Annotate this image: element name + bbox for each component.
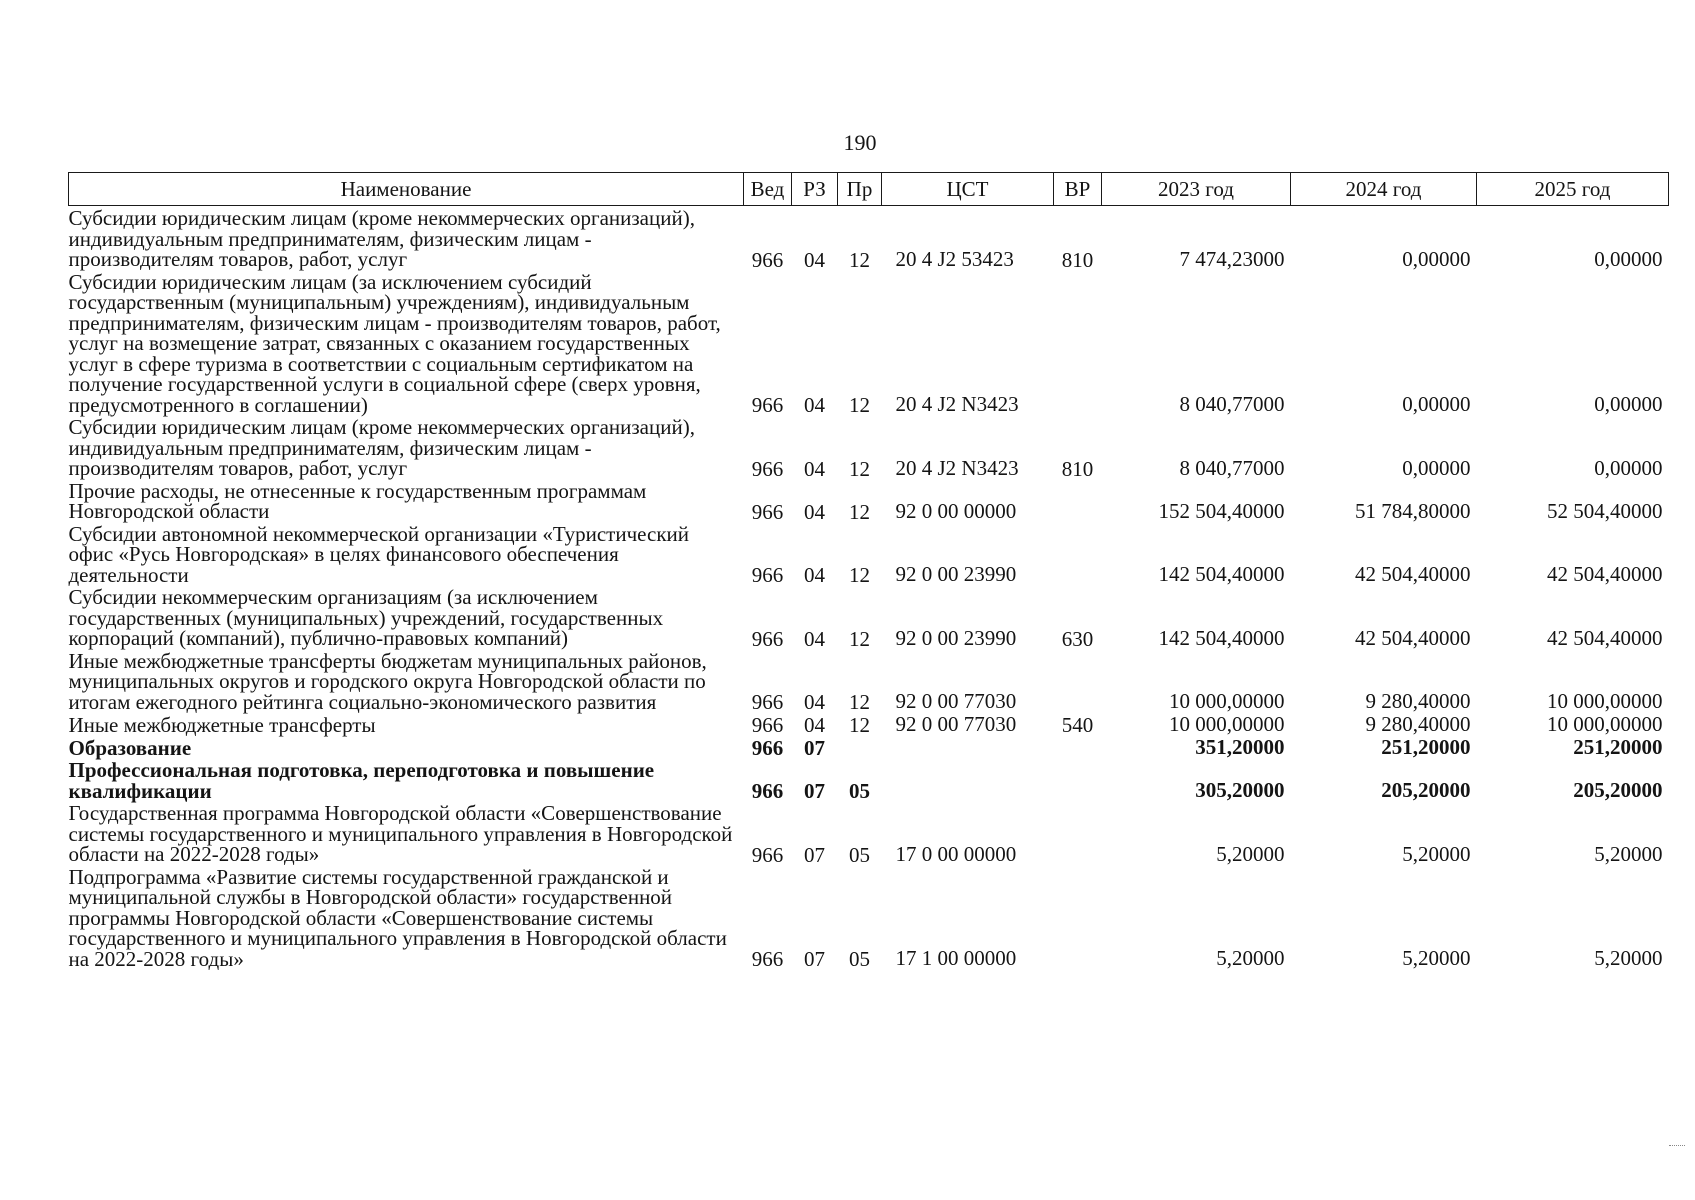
row-name: Государственная программа Новгородской области «Совершенствование системы государственного и муниципального управления в Новгородской области на 2022-2028 годы» — [68, 801, 733, 866]
row-amount-2024: 42 504,40000 — [1355, 562, 1471, 586]
row-cst: 92 0 00 00000 — [895, 498, 1017, 523]
row-name: Подпрограмма «Развитие системы государственной гражданской и муниципальной службы в Новгородской области» государственной программы Новгородской области «Совершенствование системы государственного и муниципального управления в Новгородской области на 2022-2028 годы» — [68, 864, 727, 971]
row-amount-2024: 205,20000 — [1381, 778, 1471, 802]
row-amount-2024: 9 280,40000 — [1365, 689, 1471, 713]
row-amount-2023: 5,20000 — [1216, 946, 1285, 970]
row-cst: 92 0 00 77030 — [895, 712, 1017, 736]
row-amount-2023: 10 000,00000 — [1169, 712, 1285, 736]
row-cst: 92 0 00 23990 — [895, 625, 1017, 650]
row-name: Прочие расходы, не отнесенные к государственным программам Новгородской области — [68, 478, 647, 523]
row-vr — [1054, 759, 1102, 802]
row-cst: 20 4 J2 N3423 — [895, 392, 1019, 416]
header-vr: ВР — [1054, 173, 1102, 206]
row-rz: 04 — [804, 499, 825, 524]
scan-mark — [1669, 1145, 1685, 1146]
header-cst: ЦСТ — [882, 173, 1054, 206]
row-rz: 04 — [804, 563, 825, 587]
row-amount-2023: 152 504,40000 — [1158, 498, 1285, 523]
row-vr — [1054, 480, 1102, 523]
header-row — [69, 173, 1669, 206]
header-pr: Пр — [838, 173, 882, 206]
row-amount-2024: 9 280,40000 — [1365, 712, 1471, 736]
row-amount-2024: 5,20000 — [1402, 841, 1471, 866]
table-row — [69, 480, 1669, 523]
table-row — [69, 650, 1669, 714]
row-pr: 12 — [849, 499, 870, 524]
header-rz: РЗ — [792, 173, 838, 206]
row-name: Образование — [68, 735, 192, 760]
row-amount-2024: 5,20000 — [1402, 946, 1471, 970]
table-row — [69, 866, 1669, 971]
row-ved: 966 — [751, 247, 784, 272]
row-rz: 04 — [804, 247, 825, 272]
table-body — [69, 206, 1669, 971]
row-name: Субсидии юридическим лицам (кроме некоммерческих организаций), индивидуальным предпринимателям, физическим лицам - производителям товаров, работ, услуг — [68, 415, 695, 480]
table-row — [69, 416, 1669, 480]
header-ved: Вед — [744, 173, 792, 206]
row-amount-2023: 305,20000 — [1195, 778, 1285, 802]
row-amount-2024: 0,00000 — [1402, 246, 1471, 271]
row-amount-2025: 42 504,40000 — [1547, 562, 1663, 586]
row-name: Субсидии юридическим лицам (кроме некоммерческих организаций), индивидуальным предпринимателям, физическим лицам - производителям товаров, работ, услуг — [68, 206, 695, 271]
row-vr: 540 — [1061, 713, 1094, 737]
row-ved: 966 — [751, 779, 784, 803]
row-rz: 04 — [804, 713, 825, 737]
row-vr — [1054, 736, 1102, 759]
row-pr — [838, 736, 882, 759]
row-pr: 12 — [849, 713, 870, 737]
row-amount-2025: 251,20000 — [1573, 735, 1663, 759]
row-amount-2025: 5,20000 — [1594, 841, 1663, 866]
row-name: Субсидии автономной некоммерческой организации «Туристический офис «Русь Новгородская» в целях финансового обеспечения деятельности — [68, 521, 690, 587]
row-amount-2023: 5,20000 — [1216, 841, 1285, 866]
row-cst: 92 0 00 77030 — [895, 689, 1017, 713]
row-cst — [882, 736, 1054, 759]
row-pr: 05 — [849, 947, 870, 971]
row-cst: 92 0 00 23990 — [895, 562, 1017, 586]
header-2023: 2023 год — [1102, 173, 1291, 206]
row-cst: 17 1 00 00000 — [895, 946, 1017, 970]
header-name: Наименование — [69, 173, 744, 206]
table-row — [69, 736, 1669, 759]
row-ved: 966 — [751, 393, 784, 417]
row-ved: 966 — [751, 713, 784, 737]
row-pr: 05 — [849, 842, 870, 867]
table-row — [69, 271, 1669, 417]
row-amount-2024: 251,20000 — [1381, 735, 1471, 759]
row-rz: 04 — [804, 393, 825, 417]
row-ved: 966 — [751, 736, 784, 760]
row-vr — [1054, 650, 1102, 714]
row-amount-2023: 8 040,77000 — [1179, 455, 1285, 480]
row-amount-2025: 0,00000 — [1594, 455, 1663, 480]
row-pr: 12 — [849, 626, 870, 651]
row-ved: 966 — [751, 842, 784, 867]
row-amount-2025: 0,00000 — [1594, 392, 1663, 416]
row-pr: 12 — [849, 247, 870, 272]
row-ved: 966 — [751, 563, 784, 587]
header-2024: 2024 год — [1291, 173, 1477, 206]
row-pr: 12 — [849, 456, 870, 481]
row-rz: 07 — [804, 842, 825, 867]
table-row — [69, 206, 1669, 271]
table-row — [69, 759, 1669, 802]
row-pr: 12 — [849, 393, 870, 417]
row-name: Субсидии юридическим лицам (за исключением субсидий государственным (муниципальным) учреждениям), индивидуальным предпринимателям, физическим лицам - производителям товаров, работ, услуг на возмещение затрат, связанных с оказанием государственных услуг в сфере туризма в соответствии с социальным сертификатом на получение государственной услуги в социальной сфере (сверх уровня, предусмотренного в соглашении) — [68, 269, 721, 417]
table-header — [69, 173, 1669, 206]
row-vr — [1054, 271, 1102, 417]
row-pr: 12 — [849, 690, 870, 714]
row-amount-2025: 205,20000 — [1573, 778, 1663, 802]
page-number: 190 — [843, 130, 877, 155]
budget-table — [68, 172, 1669, 970]
row-name: Субсидии некоммерческим организациям (за исключением государственных (муниципальных) учреждений, государственных корпораций (компаний), публично-правовых компаний) — [68, 585, 664, 650]
row-vr: 810 — [1061, 456, 1094, 481]
table-row — [69, 523, 1669, 587]
row-amount-2025: 10 000,00000 — [1547, 689, 1663, 713]
row-rz: 04 — [804, 456, 825, 481]
row-amount-2023: 7 474,23000 — [1179, 246, 1285, 271]
row-vr: 630 — [1061, 626, 1094, 651]
row-amount-2023: 8 040,77000 — [1179, 392, 1285, 416]
row-rz: 07 — [804, 779, 825, 803]
row-ved: 966 — [751, 499, 784, 524]
row-vr — [1054, 802, 1102, 866]
row-amount-2023: 142 504,40000 — [1158, 625, 1285, 650]
row-amount-2025: 42 504,40000 — [1547, 625, 1663, 650]
row-amount-2023: 10 000,00000 — [1169, 689, 1285, 713]
row-rz: 04 — [804, 690, 825, 714]
row-name: Иные межбюджетные трансферты — [68, 712, 376, 737]
row-cst: 17 0 00 00000 — [895, 841, 1017, 866]
row-amount-2023: 142 504,40000 — [1158, 562, 1285, 586]
row-amount-2024: 51 784,80000 — [1355, 498, 1471, 523]
row-amount-2024: 0,00000 — [1402, 392, 1471, 416]
row-amount-2024: 42 504,40000 — [1355, 625, 1471, 650]
row-ved: 966 — [751, 626, 784, 651]
row-name: Иные межбюджетные трансферты бюджетам муниципальных районов, муниципальных округов и городского округа Новгородской области по итогам ежегодного рейтинга социально-экономического развития — [68, 648, 707, 714]
row-cst: 20 4 J2 N3423 — [895, 455, 1019, 480]
row-vr — [1054, 866, 1102, 971]
row-pr: 05 — [849, 779, 870, 803]
row-cst — [882, 759, 1054, 802]
row-vr — [1054, 523, 1102, 587]
table-row — [69, 802, 1669, 866]
table-row — [69, 586, 1669, 650]
row-amount-2025: 52 504,40000 — [1547, 498, 1663, 523]
row-cst: 20 4 J2 53423 — [895, 246, 1014, 271]
row-amount-2024: 0,00000 — [1402, 455, 1471, 480]
row-ved: 966 — [751, 456, 784, 481]
row-pr: 12 — [849, 563, 870, 587]
row-rz: 07 — [804, 947, 825, 971]
row-amount-2023: 351,20000 — [1195, 735, 1285, 759]
row-amount-2025: 0,00000 — [1594, 246, 1663, 271]
row-amount-2025: 10 000,00000 — [1547, 712, 1663, 736]
row-amount-2025: 5,20000 — [1594, 946, 1663, 970]
table-row — [69, 713, 1669, 736]
row-ved: 966 — [751, 947, 784, 971]
row-rz: 07 — [804, 736, 825, 760]
row-name: Профессиональная подготовка, переподготовка и повышение квалификации — [68, 758, 655, 803]
header-2025: 2025 год — [1477, 173, 1669, 206]
row-vr: 810 — [1061, 247, 1094, 272]
row-rz: 04 — [804, 626, 825, 651]
row-ved: 966 — [751, 690, 784, 714]
